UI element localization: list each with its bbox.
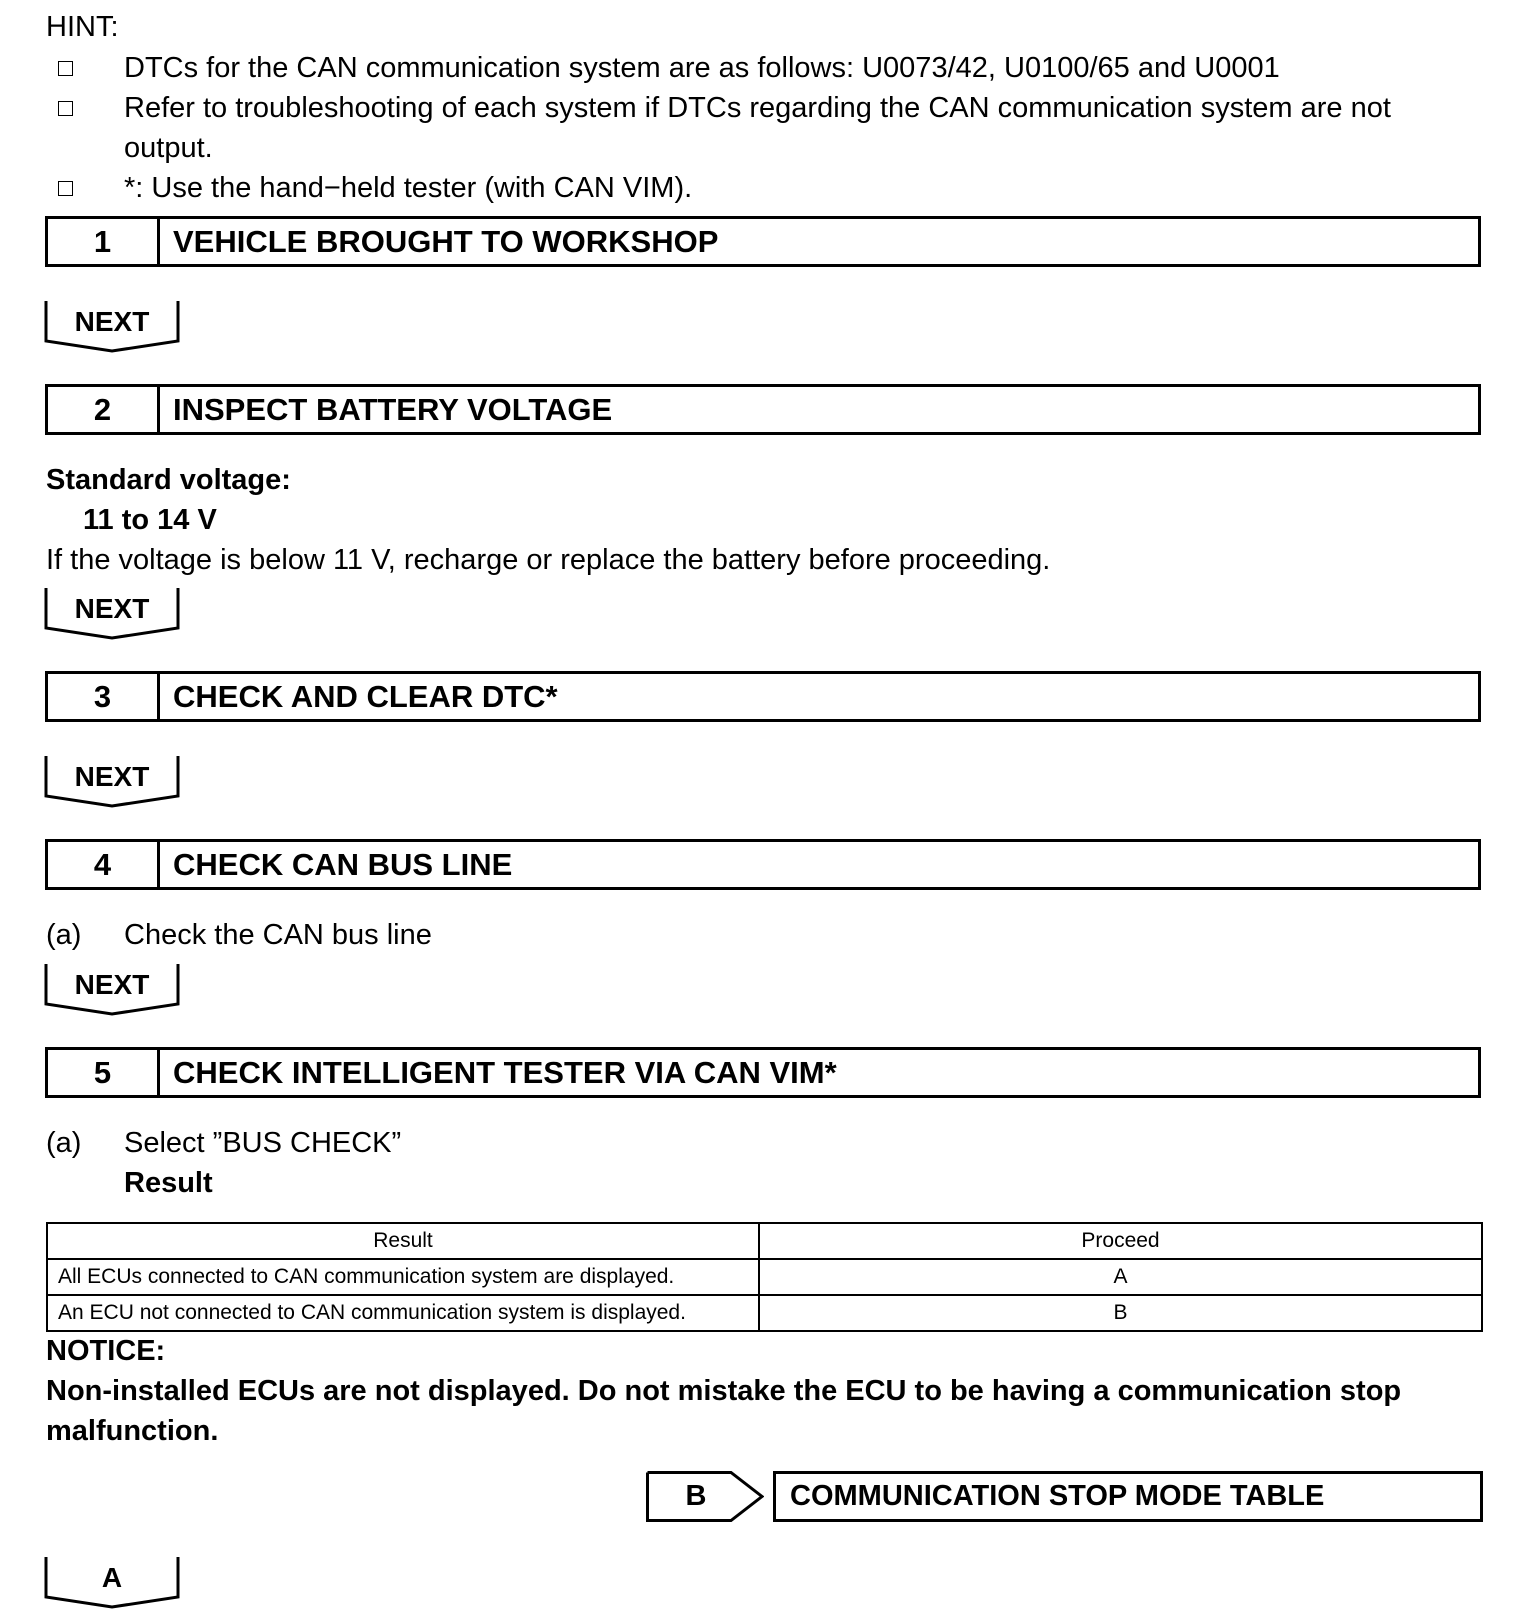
- notice-text-line1: Non-installed ECUs are not displayed. Do not mistake the ECU to be having a communication stop: [46, 1375, 1402, 1407]
- hint-bullet-2: Refer to troubleshooting of each system if DTCs regarding the CAN communication system are not: [124, 92, 1391, 124]
- branch-b-label: B: [685, 1480, 707, 1512]
- hint-label: HINT:: [46, 11, 119, 43]
- table-header-row: [47, 1223, 1482, 1259]
- next-label: NEXT: [74, 593, 150, 624]
- spec-label: Standard voltage:: [46, 464, 291, 496]
- next-button[interactable]: [44, 964, 184, 1016]
- bullet-icon: [58, 61, 73, 76]
- substep-text: Check the CAN bus line: [124, 919, 432, 951]
- step-number: 5: [48, 1050, 160, 1095]
- table-cell: An ECU not connected to CAN communication system is displayed.: [47, 1295, 759, 1331]
- step-title: CHECK AND CLEAR DTC*: [173, 679, 558, 714]
- branch-a-label: A: [101, 1562, 123, 1593]
- step-number: 4: [48, 842, 160, 887]
- table-cell: All ECUs connected to CAN communication system are displayed.: [47, 1259, 759, 1295]
- result-table: [46, 1222, 1483, 1332]
- substep-text: Select ”BUS CHECK”: [124, 1127, 402, 1159]
- step-1-header: [45, 216, 1481, 267]
- table-cell: B: [759, 1295, 1482, 1331]
- voltage-note: If the voltage is below 11 V, recharge or replace the battery before proceeding.: [46, 544, 1051, 576]
- branch-b-target-label: COMMUNICATION STOP MODE TABLE: [790, 1480, 1325, 1512]
- hint-bullet-3: *: Use the hand−held tester (with CAN VIM).: [124, 172, 693, 204]
- bullet-icon: [58, 181, 73, 196]
- step-number: 1: [48, 219, 160, 264]
- hint-bullet-2-cont: output.: [124, 132, 213, 164]
- branch-b-target[interactable]: [773, 1471, 1483, 1522]
- notice-text-line2: malfunction.: [46, 1415, 219, 1447]
- next-button[interactable]: [44, 588, 184, 640]
- substep-marker: (a): [46, 1127, 82, 1159]
- step-title: CHECK CAN BUS LINE: [173, 847, 513, 882]
- next-label: NEXT: [74, 761, 150, 792]
- step-title: VEHICLE BROUGHT TO WORKSHOP: [173, 224, 719, 259]
- substep-marker: (a): [46, 919, 82, 951]
- next-button[interactable]: [44, 756, 184, 808]
- step-5-header: [45, 1047, 1481, 1098]
- next-button[interactable]: [44, 301, 184, 353]
- next-label: NEXT: [74, 969, 150, 1000]
- step-2-header: [45, 384, 1481, 435]
- step-title: INSPECT BATTERY VOLTAGE: [173, 392, 613, 427]
- table-row: [47, 1259, 1482, 1295]
- table-header: Proceed: [759, 1223, 1482, 1259]
- branch-a-button[interactable]: [44, 1557, 184, 1609]
- result-label: Result: [124, 1167, 213, 1199]
- notice-label: NOTICE:: [46, 1335, 166, 1367]
- table-cell: A: [759, 1259, 1482, 1295]
- step-number: 3: [48, 674, 160, 719]
- hint-bullet-1: DTCs for the CAN communication system are as follows: U0073/42, U0100/65 and U0001: [124, 52, 1280, 84]
- step-4-header: [45, 839, 1481, 890]
- step-number: 2: [48, 387, 160, 432]
- table-header: Result: [47, 1223, 759, 1259]
- branch-b-button[interactable]: [646, 1471, 764, 1522]
- table-row: [47, 1295, 1482, 1331]
- step-3-header: [45, 671, 1481, 722]
- bullet-icon: [58, 101, 73, 116]
- spec-value: 11 to 14 V: [83, 504, 217, 536]
- step-title: CHECK INTELLIGENT TESTER VIA CAN VIM*: [173, 1055, 837, 1090]
- next-label: NEXT: [74, 306, 150, 337]
